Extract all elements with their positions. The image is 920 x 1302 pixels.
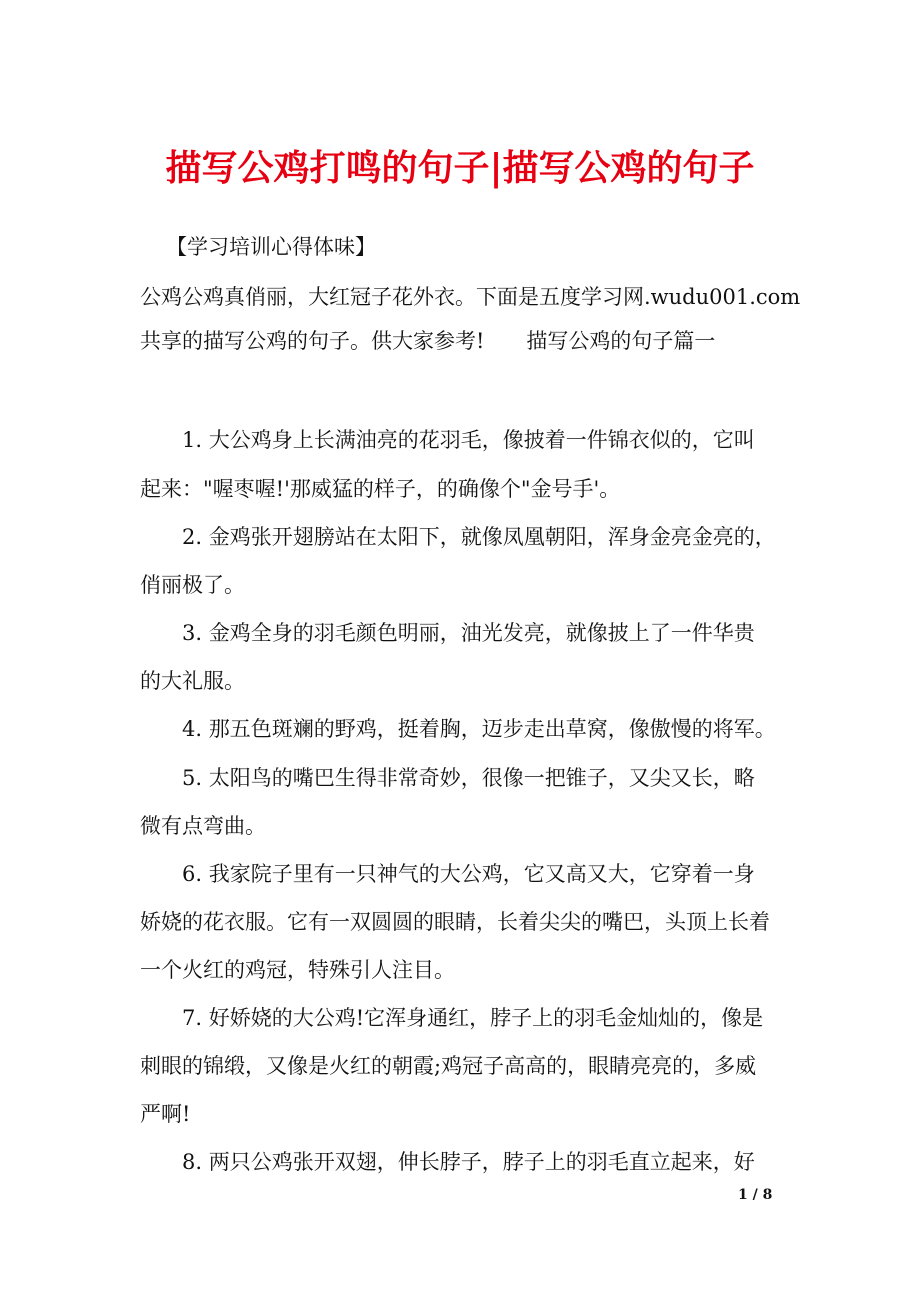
list-item-line: 2. 金鸡张开翅膀站在太阳下，就像凤凰朝阳，浑身金亮金亮的， (182, 525, 776, 549)
list-item-line: 一个火红的鸡冠，特殊引人注目。 (140, 958, 455, 982)
list-item-line: 8. 两只公鸡张开双翅，伸长脖子，脖子上的羽毛直立起来，好 (182, 1150, 755, 1174)
list-item-line: 俏丽极了。 (140, 573, 245, 597)
list-item-line: 1. 大公鸡身上长满油亮的花羽毛，像披着一件锦衣似的，它叫 (182, 428, 755, 452)
list-item-line: 3. 金鸡全身的羽毛颜色明丽，油光发亮，就像披上了一件华贵 (182, 621, 755, 645)
list-item-line: 刺眼的锦缎，又像是火红的朝霞;鸡冠子高高的，眼睛亮亮的，多威 (140, 1054, 757, 1078)
list-item-line: 6. 我家院子里有一只神气的大公鸡，它又高又大，它穿着一身 (182, 862, 755, 886)
intro-line: 共享的描写公鸡的句子。供大家参考! 描写公鸡的句子篇一 (140, 329, 716, 353)
list-item-line: 的大礼服。 (140, 669, 245, 693)
list-item-line: 5. 太阳鸟的嘴巴生得非常奇妙，很像一把锥子，又尖又长，略 (182, 766, 755, 790)
list-item-line: 7. 好娇娆的大公鸡!它浑身通红，脖子上的羽毛金灿灿的，像是 (182, 1006, 764, 1030)
list-item-line: 严啊! (140, 1102, 191, 1126)
category-label: 【学习培训心得体味】 (166, 235, 376, 259)
page-number: 1 / 8 (738, 1187, 773, 1203)
intro-line: 公鸡公鸡真俏丽，大红冠子花外衣。下面是五度学习网.wudu001.com (140, 285, 801, 309)
list-item-line: 4. 那五色斑斓的野鸡，挺着胸，迈步走出草窝，像傲慢的将军。 (182, 717, 776, 741)
page-title: 描写公鸡打鸣的句子|描写公鸡的句子 (165, 147, 755, 189)
list-item-line: 娇娆的花衣服。它有一双圆圆的眼睛，长着尖尖的嘴巴，头顶上长着 (140, 910, 770, 934)
list-item-line: 起来："喔枣喔!'那威猛的样子，的确像个"金号手'。 (140, 477, 621, 501)
list-item-line: 微有点弯曲。 (140, 814, 266, 838)
